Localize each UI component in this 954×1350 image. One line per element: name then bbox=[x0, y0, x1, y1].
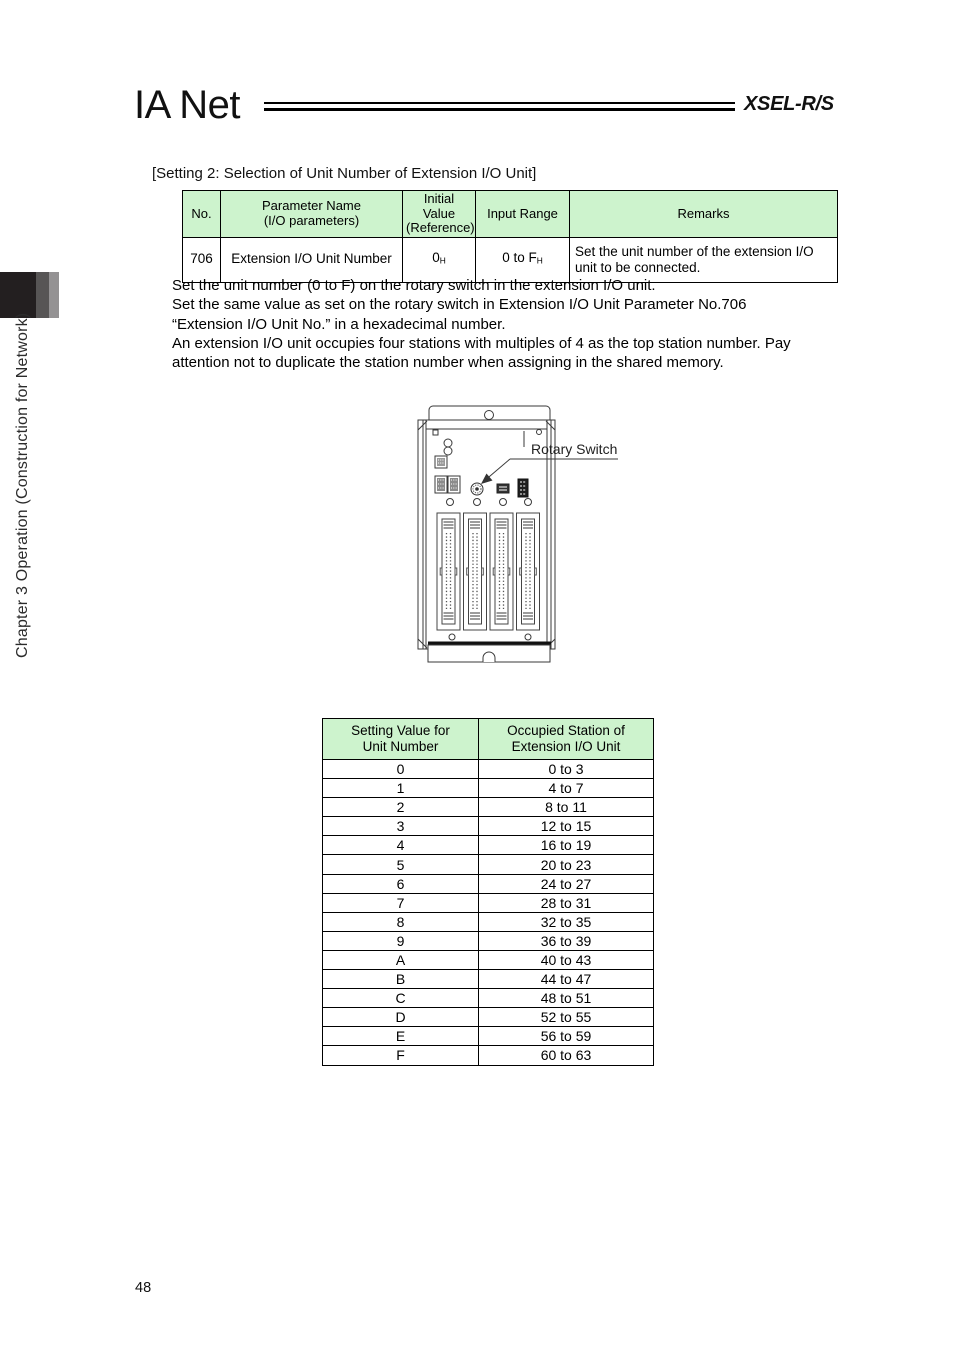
station-header-setting-value bbox=[323, 719, 479, 760]
page-title: IA Net bbox=[134, 83, 240, 127]
station-table bbox=[322, 718, 654, 1066]
station-value-cell: A bbox=[323, 950, 479, 969]
station-row bbox=[323, 836, 654, 855]
station-row bbox=[323, 950, 654, 969]
param-header-name-line2: (I/O parameters) bbox=[263, 212, 360, 228]
station-row bbox=[323, 893, 654, 912]
chapter-tab-light-gray-square bbox=[49, 272, 59, 318]
station-value-cell: 9 bbox=[323, 931, 479, 950]
station-header-occupied-line1: Occupied Station of bbox=[507, 722, 625, 738]
station-range-cell: 0 to 3 bbox=[479, 760, 654, 779]
station-row bbox=[323, 855, 654, 874]
body-text-line: Set the unit number (0 to F) on the rotary switch in the extension I/O unit. bbox=[172, 277, 656, 294]
station-range-cell: 16 to 19 bbox=[479, 836, 654, 855]
chapter-tab-black-square bbox=[0, 272, 36, 318]
station-row bbox=[323, 874, 654, 893]
station-row bbox=[323, 1008, 654, 1027]
station-value-cell: 0 bbox=[323, 760, 479, 779]
station-range-cell: 56 to 59 bbox=[479, 1027, 654, 1046]
body-text-line: “Extension I/O Unit No.” in a hexadecimal number. bbox=[172, 315, 506, 333]
rotary-switch-icon bbox=[471, 483, 483, 495]
station-table-header-row bbox=[323, 719, 654, 760]
station-value-cell: 7 bbox=[323, 893, 479, 912]
station-value-cell: 1 bbox=[323, 779, 479, 798]
station-row bbox=[323, 779, 654, 798]
parameter-table-header-row bbox=[183, 191, 838, 238]
param-header-name-line1: Parameter Name bbox=[262, 198, 361, 214]
station-row bbox=[323, 760, 654, 779]
param-range-subscript: H bbox=[536, 255, 543, 266]
station-value-cell: E bbox=[323, 1027, 479, 1046]
station-value-cell: F bbox=[323, 1046, 479, 1065]
station-range-cell: 12 to 15 bbox=[479, 817, 654, 836]
page-number: 48 bbox=[135, 1280, 152, 1296]
param-header-remarks: Remarks bbox=[570, 191, 838, 238]
station-header-occupied-line2: Extension I/O Unit bbox=[511, 739, 621, 754]
station-range-cell: 4 to 7 bbox=[479, 779, 654, 798]
parameter-table bbox=[182, 190, 838, 283]
station-value-cell: 3 bbox=[323, 817, 479, 836]
param-range-base: 0 to F bbox=[502, 250, 537, 265]
station-range-cell: 52 to 55 bbox=[479, 1008, 654, 1027]
station-row bbox=[323, 912, 654, 931]
station-value-cell: 4 bbox=[323, 836, 479, 855]
small-connector-icon bbox=[435, 456, 447, 468]
chapter-title-vertical: Chapter 3 Operation (Construction for Network) bbox=[14, 312, 31, 658]
station-value-cell: 2 bbox=[323, 798, 479, 817]
station-row bbox=[323, 989, 654, 1008]
station-table-body bbox=[323, 760, 654, 1066]
rotary-switch-label: Rotary Switch bbox=[531, 441, 618, 457]
station-header-setting-line2: Unit Number bbox=[362, 739, 439, 754]
station-value-cell: 5 bbox=[323, 855, 479, 874]
station-row bbox=[323, 931, 654, 950]
param-cell-no: 706 bbox=[183, 237, 221, 282]
param-header-name bbox=[221, 191, 403, 238]
address-switch-block-icon bbox=[435, 476, 460, 493]
station-row bbox=[323, 817, 654, 836]
station-header-setting-line1: Setting Value for bbox=[351, 722, 450, 738]
station-range-cell: 8 to 11 bbox=[479, 798, 654, 817]
model-label: XSEL-R/S bbox=[744, 93, 834, 115]
param-header-range: Input Range bbox=[476, 191, 570, 238]
station-value-cell: 6 bbox=[323, 874, 479, 893]
body-text-line: An extension I/O unit occupies four stations with multiples of 4 as the top station number. Pay bbox=[172, 334, 791, 352]
station-range-cell: 32 to 35 bbox=[479, 912, 654, 931]
body-text-line: attention not to duplicate the station number when assigning in the shared memory. bbox=[172, 354, 724, 372]
station-range-cell: 60 to 63 bbox=[479, 1046, 654, 1065]
station-range-cell: 36 to 39 bbox=[479, 931, 654, 950]
param-initial-base: 0 bbox=[432, 250, 440, 265]
param-initial-subscript: H bbox=[439, 255, 446, 266]
bottom-notch bbox=[483, 652, 495, 662]
station-range-cell: 28 to 31 bbox=[479, 893, 654, 912]
body-text bbox=[172, 276, 882, 372]
param-header-initial bbox=[403, 191, 476, 238]
param-header-initial-line1: Initial Value bbox=[422, 191, 456, 221]
small-port-icon bbox=[497, 484, 509, 493]
extension-io-unit-diagram bbox=[405, 398, 745, 670]
param-header-no: No. bbox=[183, 191, 221, 238]
station-value-cell: D bbox=[323, 1008, 479, 1027]
station-value-cell: B bbox=[323, 970, 479, 989]
param-cell-remarks: Set the unit number of the extension I/O unit to be connected. bbox=[570, 237, 838, 282]
station-row bbox=[323, 970, 654, 989]
station-range-cell: 40 to 43 bbox=[479, 950, 654, 969]
station-header-occupied bbox=[479, 719, 654, 760]
param-cell-name: Extension I/O Unit Number bbox=[221, 237, 403, 282]
station-row bbox=[323, 1027, 654, 1046]
station-range-cell: 24 to 27 bbox=[479, 874, 654, 893]
header-double-rule bbox=[264, 102, 735, 111]
station-range-cell: 20 to 23 bbox=[479, 855, 654, 874]
station-value-cell: C bbox=[323, 989, 479, 1008]
station-row bbox=[323, 798, 654, 817]
station-range-cell: 44 to 47 bbox=[479, 970, 654, 989]
body-text-line: Set the same value as set on the rotary switch in Extension I/O Unit Parameter No.706 bbox=[172, 296, 747, 314]
station-row bbox=[323, 1046, 654, 1065]
dip-switch-icon bbox=[518, 479, 528, 497]
station-value-cell: 8 bbox=[323, 912, 479, 931]
station-range-cell: 48 to 51 bbox=[479, 989, 654, 1008]
chapter-tab-dark-gray-square bbox=[36, 272, 49, 318]
param-header-initial-line2: (Reference) bbox=[406, 220, 475, 235]
section-heading: [Setting 2: Selection of Unit Number of Extension I/O Unit] bbox=[152, 165, 537, 182]
